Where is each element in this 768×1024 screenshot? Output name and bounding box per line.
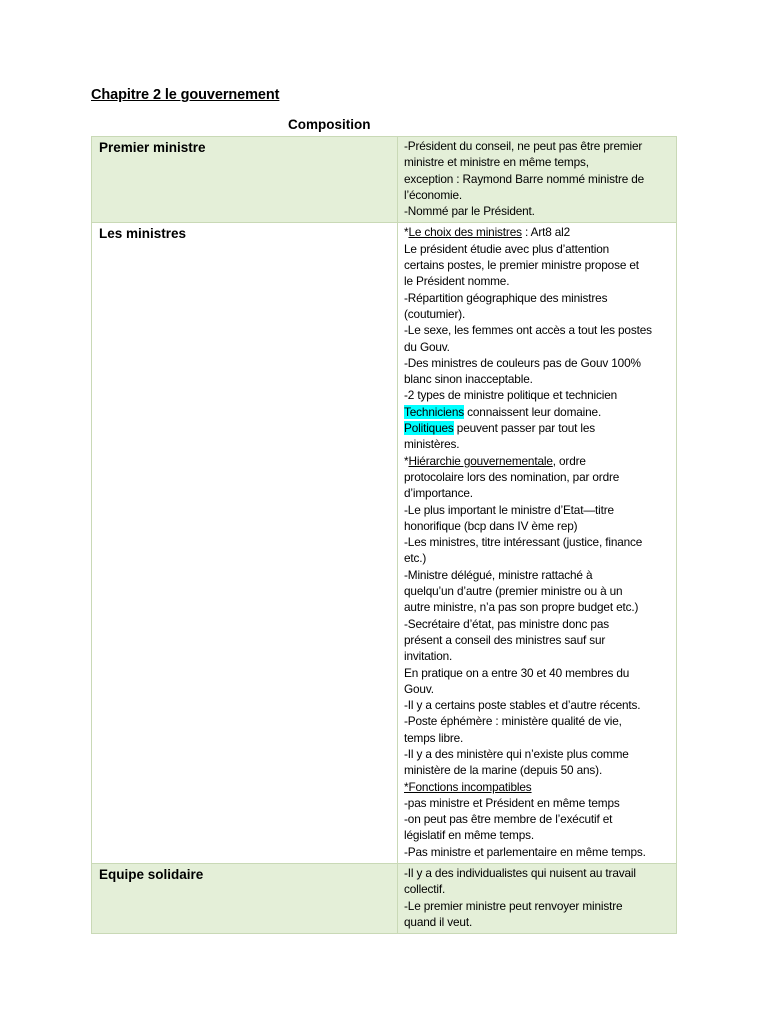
text-line: blanc sinon inacceptable.	[404, 372, 533, 387]
text-line: -Le plus important le ministre d’Etat—titre	[404, 502, 614, 517]
row-label: Les ministres	[92, 223, 398, 864]
text-line: quelqu’un d’autre (premier ministre ou à un	[404, 584, 623, 599]
text-line: -Président du conseil, ne peut pas être premier	[404, 139, 643, 153]
text-line: invitation.	[404, 649, 453, 664]
section-title: Composition	[288, 117, 371, 132]
text-line: exception : Raymond Barre nommé ministre de	[404, 171, 645, 186]
text-line: *Le choix des ministres : Art8 al2	[404, 225, 571, 240]
row-label: Equipe solidaire	[92, 864, 398, 934]
text-line: Techniciens connaissent leur domaine.	[404, 404, 602, 419]
text-line: du Gouv.	[404, 339, 450, 354]
text-line: présent a conseil des ministres sauf sur	[404, 632, 606, 647]
text-line: ministères.	[404, 437, 460, 452]
text-line: En pratique on a entre 30 et 40 membres du	[404, 665, 630, 680]
highlighted-text: Politiques	[404, 421, 454, 436]
text-line: Gouv.	[404, 681, 434, 696]
text-line: -Il y a des individualistes qui nuisent au travail	[404, 866, 636, 881]
text-line: *Hiérarchie gouvernementale, ordre	[404, 453, 586, 468]
text-line: -pas ministre et Président en même temps	[404, 795, 620, 810]
text-line: l’économie.	[404, 187, 463, 202]
table-row-les-ministres	[92, 223, 677, 864]
text-line: ministère de la marine (depuis 50 ans).	[404, 763, 603, 778]
text-line: quand il veut.	[404, 914, 473, 929]
composition-table	[91, 136, 677, 934]
text-line: -Ministre délégué, ministre rattaché à	[404, 567, 593, 582]
row-label: Premier ministre	[92, 137, 398, 223]
text-line: -Nommé par le Président.	[404, 204, 535, 219]
highlighted-text: Techniciens	[404, 404, 464, 419]
text-line: -Le premier ministre peut renvoyer ministre	[404, 898, 623, 913]
text-line: d’importance.	[404, 486, 473, 501]
text-line: Politiques peuvent passer par tout les	[404, 421, 596, 436]
text-line: -Le sexe, les femmes ont accès a tout les postes	[404, 323, 652, 338]
row-content	[398, 223, 677, 864]
text-line: protocolaire lors des nomination, par ordre	[404, 469, 620, 484]
underlined-heading: Hiérarchie gouvernementale	[408, 453, 553, 468]
text-line: collectif.	[404, 882, 446, 897]
text-line: -Répartition géographique des ministres	[404, 290, 608, 305]
row-content	[398, 137, 677, 223]
text-line: -Pas ministre et parlementaire en même temps.	[404, 844, 646, 859]
text-line: certains postes, le premier ministre propose et	[404, 258, 639, 273]
text-line	[404, 779, 672, 795]
text-line: -on peut pas être membre de l’exécutif et	[404, 812, 613, 827]
underlined-heading: Le choix des ministres	[408, 225, 522, 240]
text-line: -Poste éphémère : ministère qualité de vie,	[404, 714, 622, 729]
text-line: (coutumier).	[404, 306, 466, 321]
text-line: -2 types de ministre politique et technicien	[404, 388, 618, 403]
table-row-equipe-solidaire	[92, 864, 677, 934]
text-line: -Il y a des ministère qui n’existe plus comme	[404, 746, 629, 761]
text-line: le Président nomme.	[404, 274, 510, 289]
row-content	[398, 864, 677, 934]
text-line: législatif en même temps.	[404, 828, 535, 843]
page-title: Chapitre 2 le gouvernement	[91, 87, 280, 103]
text-line: Le président étudie avec plus d’attention	[404, 241, 610, 256]
text-line: -Les ministres, titre intéressant (justice, finance	[404, 535, 643, 550]
text-line: temps libre.	[404, 730, 464, 745]
text-line: autre ministre, n’a pas son propre budget etc.)	[404, 600, 639, 615]
text-line: ministre et ministre en même temps,	[404, 155, 589, 170]
text-line: -Secrétaire d’état, pas ministre donc pas	[404, 616, 609, 631]
text-line: honorifique (bcp dans IV ème rep)	[404, 518, 578, 533]
table-row-premier-ministre	[92, 137, 677, 223]
text-line: -Il y a certains poste stables et d’autre récents.	[404, 698, 641, 713]
text-line: etc.)	[404, 551, 427, 566]
text-line: -Des ministres de couleurs pas de Gouv 100%	[404, 355, 641, 370]
underlined-heading: *Fonctions incompatibles	[404, 779, 532, 794]
